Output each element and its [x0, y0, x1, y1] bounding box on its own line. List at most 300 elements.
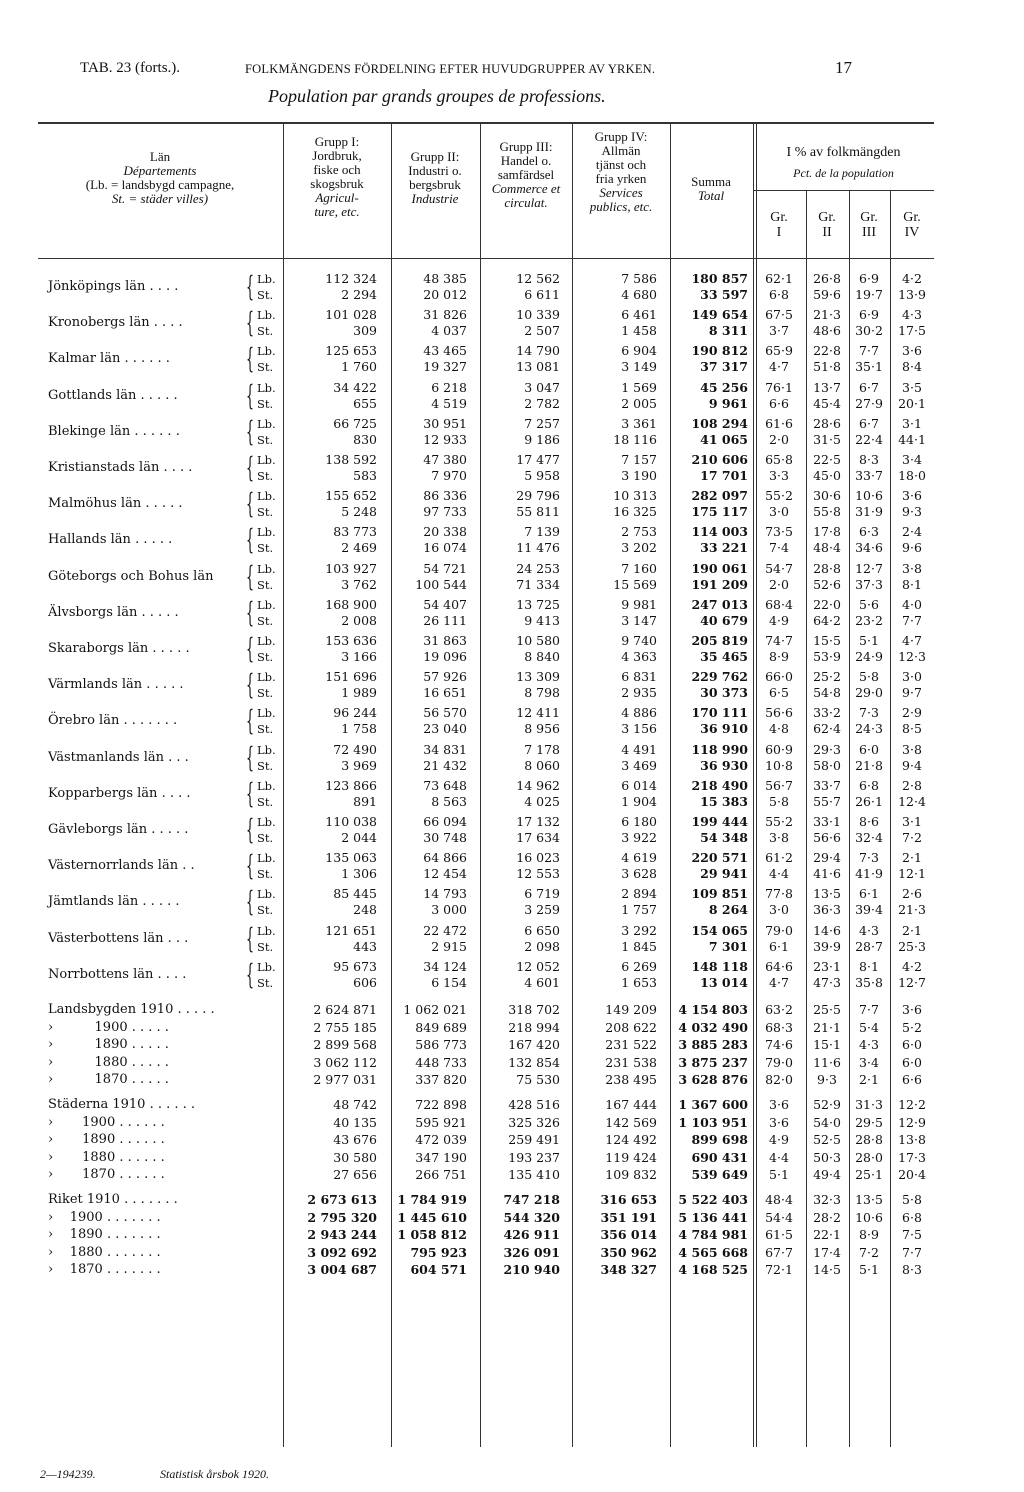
summary-row-pct: 9·3 — [817, 1072, 837, 1088]
row-label-st: St. — [257, 396, 274, 411]
county-name: Västernorrlands län . . — [48, 858, 195, 874]
summary-row-pct: 52·9 — [813, 1097, 841, 1112]
landsbygd-row-value: 13 309 — [516, 669, 560, 685]
stad-row-value: 21 432 — [423, 757, 467, 773]
summary-row-value: 2 673 613 — [307, 1192, 377, 1207]
landsbygd-row-value: 210 606 — [691, 452, 748, 467]
landsbygd-row-value: 2 753 — [621, 524, 657, 540]
summary-row-pct: 28·0 — [855, 1149, 883, 1165]
stad-row-value: 5 248 — [341, 504, 377, 520]
stad-row-pct: 35·8 — [855, 974, 883, 990]
stad-row-value: 8 311 — [708, 323, 748, 339]
row-label-st: St. — [257, 505, 274, 520]
summary-row-value: 1 062 021 — [403, 1002, 467, 1017]
landsbygd-row-value: 96 244 — [333, 705, 377, 721]
stad-row-pct: 12·1 — [898, 866, 926, 882]
landsbygd-row-pct: 30·6 — [813, 488, 841, 504]
landsbygd-row-value: 6 218 — [431, 379, 467, 395]
landsbygd-row-pct: 23·1 — [813, 958, 841, 974]
summary-row-pct: 50·3 — [813, 1149, 841, 1165]
landsbygd-row-value: 86 336 — [423, 488, 467, 504]
landsbygd-row-pct: 4·2 — [902, 271, 922, 286]
landsbygd-row-pct: 5·8 — [859, 669, 879, 685]
landsbygd-row-pct: 66·0 — [765, 669, 793, 685]
landsbygd-row-pct: 2·6 — [902, 886, 922, 902]
page-number: 17 — [835, 58, 852, 77]
landsbygd-row-value: 48 385 — [423, 271, 467, 286]
landsbygd-row-value: 108 294 — [691, 415, 748, 431]
county-name: Norrbottens län . . . . — [48, 966, 187, 982]
row-label-st: St. — [257, 939, 274, 954]
stad-row-value: 3 000 — [431, 902, 467, 918]
summary-row-value: 43 676 — [333, 1132, 377, 1148]
stad-row-pct: 9·3 — [902, 504, 922, 520]
landsbygd-row-pct: 3·8 — [902, 741, 922, 757]
row-label-lb: Lb. — [257, 887, 276, 902]
summary-row-value: 3 885 283 — [678, 1037, 748, 1053]
stad-row-pct: 17·5 — [898, 323, 926, 339]
landsbygd-row-pct: 55·2 — [765, 814, 793, 829]
stad-row-pct: 37·3 — [855, 576, 883, 592]
summary-row-value: 348 327 — [600, 1262, 657, 1278]
header-pct-col — [805, 210, 849, 240]
summary-row-value: 2 943 244 — [307, 1227, 377, 1243]
summary-row-pct: 17·4 — [813, 1244, 841, 1260]
county-brace: { — [246, 378, 255, 412]
stad-row-pct: 56·6 — [813, 830, 841, 845]
stad-row-value: 33 597 — [700, 287, 748, 302]
row-label-lb: Lb. — [257, 634, 276, 648]
stad-row-pct: 3·0 — [769, 902, 789, 918]
landsbygd-row-value: 154 065 — [691, 922, 748, 938]
stad-row-pct: 25·3 — [898, 938, 926, 954]
summary-label: › 1870 . . . . . . . — [48, 1262, 161, 1278]
landsbygd-row-pct: 67·5 — [765, 307, 793, 323]
landsbygd-row-pct: 73·5 — [765, 524, 793, 540]
stad-row-value: 23 040 — [423, 721, 467, 737]
landsbygd-row-pct: 33·2 — [813, 705, 841, 721]
stad-row-pct: 2·0 — [769, 576, 789, 592]
header-grupp-1-line: skogsbruk — [310, 176, 364, 192]
stad-row-pct: 4·7 — [769, 359, 789, 375]
landsbygd-row-pct: 3·1 — [902, 415, 922, 431]
stad-row-value: 13 014 — [700, 974, 748, 990]
stad-row-value: 2 935 — [621, 685, 657, 701]
stad-row-value: 20 012 — [423, 287, 467, 302]
header-pct-col — [757, 210, 801, 240]
stad-row-value: 71 334 — [516, 576, 560, 592]
county-name: Kristianstads län . . . . — [48, 460, 193, 475]
stad-row-pct: 44·1 — [898, 431, 926, 447]
stad-row-value: 2 008 — [341, 612, 377, 628]
landsbygd-row-pct: 15·5 — [813, 633, 841, 648]
summary-row-value: 238 495 — [605, 1072, 657, 1088]
landsbygd-row-value: 47 380 — [423, 452, 467, 467]
header-pct-col-line: II — [822, 225, 832, 241]
landsbygd-row-value: 229 762 — [691, 669, 748, 685]
county-brace: { — [246, 704, 255, 738]
landsbygd-row-pct: 61·6 — [765, 415, 793, 431]
stad-row-pct: 8·4 — [902, 359, 922, 375]
row-label-lb: Lb. — [257, 959, 276, 974]
county-name: Malmöhus län . . . . . — [48, 496, 183, 512]
summary-row-pct: 14·5 — [813, 1262, 841, 1278]
stad-row-value: 30 373 — [700, 685, 748, 701]
landsbygd-row-value: 34 422 — [333, 379, 377, 395]
landsbygd-row-value: 85 445 — [333, 886, 377, 902]
county-brace: { — [246, 487, 255, 521]
landsbygd-row-pct: 6·9 — [859, 271, 879, 286]
stad-row-value: 36 910 — [700, 721, 748, 737]
landsbygd-row-pct: 29·4 — [813, 850, 841, 866]
row-label-st: St. — [257, 758, 274, 773]
top-rule — [38, 122, 934, 124]
summary-row-value: 4 154 803 — [678, 1002, 748, 1017]
summary-row-pct: 4·3 — [859, 1037, 879, 1053]
stad-row-pct: 2·0 — [769, 431, 789, 447]
source-note: Statistisk årsbok 1920. — [160, 1467, 270, 1481]
stad-row-value: 2 782 — [524, 395, 560, 411]
stad-row-pct: 23·2 — [855, 612, 883, 628]
county-brace: { — [246, 451, 255, 484]
summary-row-pct: 72·1 — [765, 1262, 793, 1278]
landsbygd-row-pct: 33·1 — [813, 814, 841, 829]
header-grupp-4-line: Services — [599, 185, 643, 201]
stad-row-pct: 55·7 — [813, 793, 841, 809]
landsbygd-row-pct: 4·7 — [902, 633, 922, 648]
landsbygd-row-value: 282 097 — [691, 488, 748, 504]
stad-row-pct: 24·9 — [855, 649, 883, 664]
summary-row-value: 142 569 — [605, 1114, 657, 1130]
stad-row-pct: 4·9 — [769, 612, 789, 628]
summary-row-value: 210 940 — [503, 1262, 560, 1278]
landsbygd-row-pct: 60·9 — [765, 741, 793, 757]
summary-row-pct: 63·2 — [765, 1002, 793, 1017]
landsbygd-row-value: 135 063 — [325, 850, 377, 866]
summary-row-value: 2 977 031 — [313, 1072, 377, 1088]
stad-row-value: 1 989 — [341, 685, 377, 701]
stad-row-pct: 12·3 — [898, 649, 926, 664]
landsbygd-row-pct: 6·7 — [859, 415, 879, 431]
stad-row-value: 4 519 — [431, 395, 467, 411]
landsbygd-row-value: 1 569 — [621, 379, 657, 395]
summary-row-pct: 21·1 — [813, 1019, 841, 1035]
landsbygd-row-pct: 62·1 — [765, 271, 793, 286]
landsbygd-row-pct: 2·9 — [902, 705, 922, 721]
stad-row-pct: 5·8 — [769, 793, 789, 809]
landsbygd-row-value: 43 465 — [423, 343, 467, 359]
stad-row-pct: 33·7 — [855, 468, 883, 483]
landsbygd-row-value: 7 157 — [621, 452, 657, 467]
summary-row-pct: 67·7 — [765, 1244, 793, 1260]
summary-row-value: 428 516 — [508, 1097, 560, 1112]
landsbygd-row-value: 10 580 — [516, 633, 560, 648]
summary-label: › 1870 . . . . . . — [48, 1167, 165, 1183]
stad-row-value: 33 221 — [700, 540, 748, 556]
stad-row-value: 15 569 — [613, 576, 657, 592]
stad-row-value: 2 294 — [341, 287, 377, 302]
summary-row-pct: 6·8 — [902, 1209, 922, 1225]
summary-row-value: 2 795 320 — [307, 1209, 377, 1225]
stad-row-value: 3 259 — [524, 902, 560, 918]
summary-row-value: 208 622 — [605, 1019, 657, 1035]
summary-row-pct: 61·5 — [765, 1227, 793, 1243]
header-summa — [670, 175, 752, 203]
stad-row-value: 54 348 — [700, 830, 748, 845]
stad-row-pct: 12·4 — [898, 793, 926, 809]
row-label-lb: Lb. — [257, 923, 276, 938]
header-grupp-2-line: Industrie — [411, 191, 459, 207]
summary-row-value: 218 994 — [508, 1019, 560, 1035]
summary-row-pct: 10·6 — [855, 1209, 883, 1225]
summary-row-pct: 48·4 — [765, 1192, 793, 1207]
summary-row-pct: 22·1 — [813, 1227, 841, 1243]
county-name: Göteborgs och Bohus län — [48, 568, 214, 584]
header-grupp-4-line: Grupp IV: — [594, 129, 648, 144]
landsbygd-row-value: 17 477 — [516, 452, 560, 467]
summary-row-pct: 82·0 — [765, 1072, 793, 1088]
landsbygd-row-value: 7 178 — [524, 741, 560, 757]
summary-row-value: 135 410 — [508, 1167, 560, 1183]
stad-row-pct: 35·1 — [855, 359, 883, 375]
landsbygd-row-value: 125 653 — [325, 343, 377, 359]
summary-row-pct: 6·6 — [902, 1072, 922, 1088]
stad-row-value: 248 — [353, 902, 377, 918]
header-pct-col-line: Gr. — [903, 210, 921, 225]
landsbygd-row-value: 101 028 — [325, 307, 377, 323]
header-grupp-4-line: fria yrken — [595, 171, 647, 187]
landsbygd-row-value: 7 139 — [524, 524, 560, 540]
stad-row-value: 1 845 — [621, 938, 657, 954]
landsbygd-row-value: 109 851 — [691, 886, 748, 902]
stad-row-pct: 36·3 — [813, 902, 841, 918]
summary-row-pct: 13·8 — [898, 1132, 926, 1148]
landsbygd-row-pct: 13·5 — [813, 886, 841, 902]
stad-row-value: 8 840 — [524, 649, 560, 664]
stad-row-value: 309 — [353, 323, 377, 339]
header-rule — [38, 258, 934, 259]
summary-row-pct: 74·6 — [765, 1037, 793, 1053]
summary-row-pct: 7·5 — [902, 1227, 922, 1243]
landsbygd-row-value: 13 725 — [516, 596, 560, 612]
stad-row-pct: 4·8 — [769, 721, 789, 737]
stad-row-pct: 3·7 — [769, 323, 789, 339]
summary-row-value: 4 565 668 — [678, 1244, 748, 1260]
landsbygd-row-value: 6 461 — [621, 307, 657, 323]
summary-row-value: 351 191 — [600, 1209, 657, 1225]
summary-row-value: 325 326 — [508, 1114, 560, 1130]
row-label-lb: Lb. — [257, 778, 276, 793]
landsbygd-row-value: 7 160 — [621, 560, 657, 576]
summary-row-pct: 7·7 — [859, 1002, 879, 1017]
stad-row-value: 8 264 — [708, 902, 748, 918]
stad-row-value: 8 563 — [431, 793, 467, 809]
header-lan-line: Län — [149, 149, 171, 164]
landsbygd-row-value: 4 491 — [621, 741, 657, 757]
header-grupp-1 — [285, 135, 390, 219]
landsbygd-row-value: 12 052 — [516, 958, 560, 974]
landsbygd-row-pct: 3·8 — [902, 560, 922, 576]
stad-row-value: 16 074 — [423, 540, 467, 556]
stad-row-value: 16 651 — [423, 685, 467, 701]
summary-row-pct: 2·1 — [859, 1072, 879, 1088]
landsbygd-row-value: 218 490 — [691, 777, 748, 793]
stad-row-pct: 10·8 — [765, 757, 793, 773]
stad-row-value: 655 — [353, 395, 377, 411]
summary-row-pct: 13·5 — [855, 1192, 883, 1207]
summary-row-value: 259 491 — [508, 1132, 560, 1148]
stad-row-value: 5 958 — [524, 468, 560, 483]
landsbygd-row-value: 4 619 — [621, 850, 657, 866]
summary-row-value: 347 190 — [415, 1149, 467, 1165]
stad-row-value: 8 060 — [524, 757, 560, 773]
summary-row-value: 1 784 919 — [397, 1192, 467, 1207]
row-label-st: St. — [257, 469, 274, 483]
header-grupp-2-line: bergsbruk — [409, 177, 461, 193]
stad-row-value: 12 454 — [423, 866, 467, 882]
landsbygd-row-pct: 3·1 — [902, 814, 922, 829]
landsbygd-row-value: 34 831 — [423, 741, 467, 757]
row-label-lb: Lb. — [257, 561, 276, 576]
stad-row-pct: 45·0 — [813, 468, 841, 483]
summary-row-pct: 7·2 — [859, 1244, 879, 1260]
stad-row-value: 15 383 — [700, 793, 748, 809]
summary-row-value: 586 773 — [415, 1037, 467, 1053]
summary-row-value: 604 571 — [410, 1262, 467, 1278]
stad-row-pct: 6·8 — [769, 287, 789, 302]
summary-row-pct: 3·6 — [769, 1114, 789, 1130]
county-brace: { — [246, 270, 255, 303]
summary-row-value: 426 911 — [503, 1227, 560, 1243]
stad-row-value: 18 116 — [613, 431, 657, 447]
summary-label: › 1890 . . . . . . . — [48, 1227, 161, 1243]
county-brace: { — [246, 957, 255, 991]
stad-row-value: 583 — [353, 468, 377, 483]
county-name: Hallands län . . . . . — [48, 532, 173, 548]
stad-row-value: 17 701 — [700, 468, 748, 483]
landsbygd-row-value: 4 886 — [621, 705, 657, 721]
landsbygd-row-value: 121 651 — [325, 922, 377, 938]
summary-row-pct: 5·1 — [769, 1167, 789, 1183]
stad-row-pct: 7·7 — [902, 612, 922, 628]
landsbygd-row-value: 118 990 — [691, 741, 748, 757]
stad-row-value: 3 969 — [341, 757, 377, 773]
stad-row-pct: 41·9 — [855, 866, 883, 882]
landsbygd-row-pct: 14·6 — [813, 922, 841, 938]
stad-row-pct: 4·4 — [769, 866, 789, 882]
summary-row-value: 2 899 568 — [313, 1037, 377, 1053]
stad-row-pct: 47·3 — [813, 974, 841, 990]
stad-row-value: 19 327 — [423, 359, 467, 375]
row-label-lb: Lb. — [257, 706, 276, 721]
stad-row-value: 1 760 — [341, 359, 377, 375]
header-grupp-3-line: Grupp III: — [499, 139, 553, 154]
stad-row-pct: 9·6 — [902, 540, 922, 556]
landsbygd-row-value: 54 721 — [423, 560, 467, 576]
column-rule — [753, 122, 754, 1447]
stad-row-value: 3 202 — [621, 540, 657, 556]
stad-row-value: 443 — [353, 938, 377, 954]
summary-row-value: 722 898 — [415, 1097, 467, 1112]
stad-row-value: 3 628 — [621, 866, 657, 882]
landsbygd-row-pct: 8·3 — [859, 452, 879, 467]
summary-row-value: 690 431 — [691, 1149, 748, 1165]
row-label-lb: Lb. — [257, 742, 276, 757]
county-name: Kalmar län . . . . . . — [48, 351, 170, 367]
county-name: Jönköpings län . . . . — [48, 279, 179, 294]
stad-row-pct: 8·5 — [902, 721, 922, 737]
summary-row-value: 3 062 112 — [313, 1054, 377, 1070]
summary-row-value: 539 649 — [691, 1167, 748, 1183]
table-subtitle: Population par grands groupes de professions. — [268, 86, 606, 106]
landsbygd-row-value: 6 719 — [524, 886, 560, 902]
landsbygd-row-pct: 29·3 — [813, 741, 841, 757]
summary-row-value: 2 624 871 — [313, 1002, 377, 1017]
header-pct-col-line: Gr. — [818, 210, 836, 225]
header-grupp-2-line: Grupp II: — [410, 149, 460, 164]
landsbygd-row-pct: 3·4 — [902, 452, 922, 467]
summary-label: › 1890 . . . . . — [48, 1037, 169, 1053]
header-grupp-4-line: publics, etc. — [589, 199, 653, 215]
county-brace: { — [246, 632, 255, 665]
summary-row-pct: 5·1 — [859, 1262, 879, 1278]
row-label-lb: Lb. — [257, 272, 276, 286]
landsbygd-row-value: 56 570 — [423, 705, 467, 721]
landsbygd-row-pct: 55·2 — [765, 488, 793, 504]
landsbygd-row-pct: 3·0 — [902, 669, 922, 685]
landsbygd-row-pct: 68·4 — [765, 596, 793, 612]
landsbygd-row-value: 103 927 — [325, 560, 377, 576]
landsbygd-row-pct: 6·3 — [859, 524, 879, 540]
landsbygd-row-pct: 26·8 — [813, 271, 841, 286]
summary-row-value: 167 420 — [508, 1037, 560, 1053]
summary-label: › 1900 . . . . . — [48, 1019, 169, 1035]
stad-row-pct: 34·6 — [855, 540, 883, 556]
landsbygd-row-pct: 6·7 — [859, 379, 879, 395]
stad-row-pct: 48·6 — [813, 323, 841, 339]
summary-label: › 1880 . . . . . . . — [48, 1244, 161, 1260]
stad-row-pct: 18·0 — [898, 468, 926, 483]
header-summa-line: Summa — [691, 174, 731, 189]
county-brace: { — [246, 849, 255, 883]
stad-row-value: 26 111 — [423, 612, 467, 628]
stad-row-value: 100 544 — [415, 576, 467, 592]
stad-row-value: 3 190 — [621, 468, 657, 483]
summary-row-value: 5 522 403 — [678, 1192, 748, 1207]
landsbygd-row-value: 6 904 — [621, 343, 657, 359]
stad-row-pct: 62·4 — [813, 721, 841, 737]
stad-row-value: 4 037 — [431, 323, 467, 339]
landsbygd-row-pct: 8·6 — [859, 814, 879, 829]
landsbygd-row-value: 10 313 — [613, 488, 657, 504]
landsbygd-row-pct: 33·7 — [813, 777, 841, 793]
landsbygd-row-pct: 7·7 — [859, 343, 879, 359]
county-brace: { — [246, 559, 255, 593]
stad-row-value: 2 915 — [431, 938, 467, 954]
stad-row-value: 12 933 — [423, 431, 467, 447]
row-label-st: St. — [257, 360, 274, 375]
stad-row-pct: 48·4 — [813, 540, 841, 556]
landsbygd-row-pct: 54·7 — [765, 560, 793, 576]
summary-row-pct: 54·0 — [813, 1114, 841, 1130]
stad-row-pct: 31·9 — [855, 504, 883, 520]
landsbygd-row-value: 31 826 — [423, 307, 467, 323]
header-grupp-1-line: Grupp I: — [314, 134, 360, 149]
stad-row-pct: 22·4 — [855, 431, 883, 447]
summary-row-value: 595 921 — [415, 1114, 467, 1130]
header-grupp-4-line: Allmän — [601, 143, 641, 159]
row-label-lb: Lb. — [257, 489, 276, 504]
